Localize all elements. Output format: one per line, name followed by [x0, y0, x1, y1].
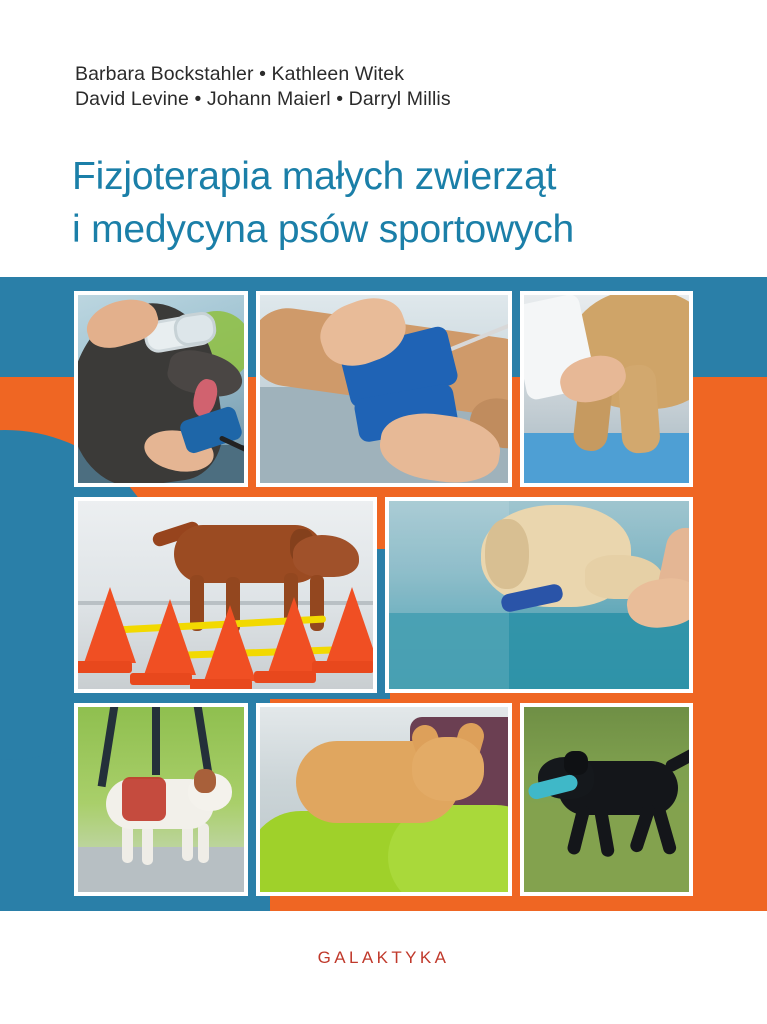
publisher-name: GALAKTYKA: [317, 948, 450, 967]
cover-header: [0, 0, 767, 277]
author-list: [75, 62, 715, 112]
photo-cat-on-peanut-ball: [256, 703, 512, 896]
author-line-1: Barbara Bockstahler • Kathleen Witek: [75, 63, 405, 85]
photo-massage-brush-leg: [256, 291, 512, 487]
photo-dog-cone-course: [74, 497, 377, 693]
photo-vet-limb-exam: [520, 291, 693, 487]
author-line-2: David Levine • Johann Maierl • Darryl Millis: [75, 88, 451, 110]
title-line-1: Fizjoterapia małych zwierząt: [72, 155, 557, 198]
photo-dog-goggles-laser: [74, 291, 248, 487]
page-title: [72, 150, 732, 256]
photo-dog-sling-support: [74, 703, 248, 896]
photo-black-dog-running: [520, 703, 693, 896]
title-line-2: i medycyna psów sportowych: [72, 208, 575, 251]
photo-dog-underwater-treadmill: [385, 497, 693, 693]
